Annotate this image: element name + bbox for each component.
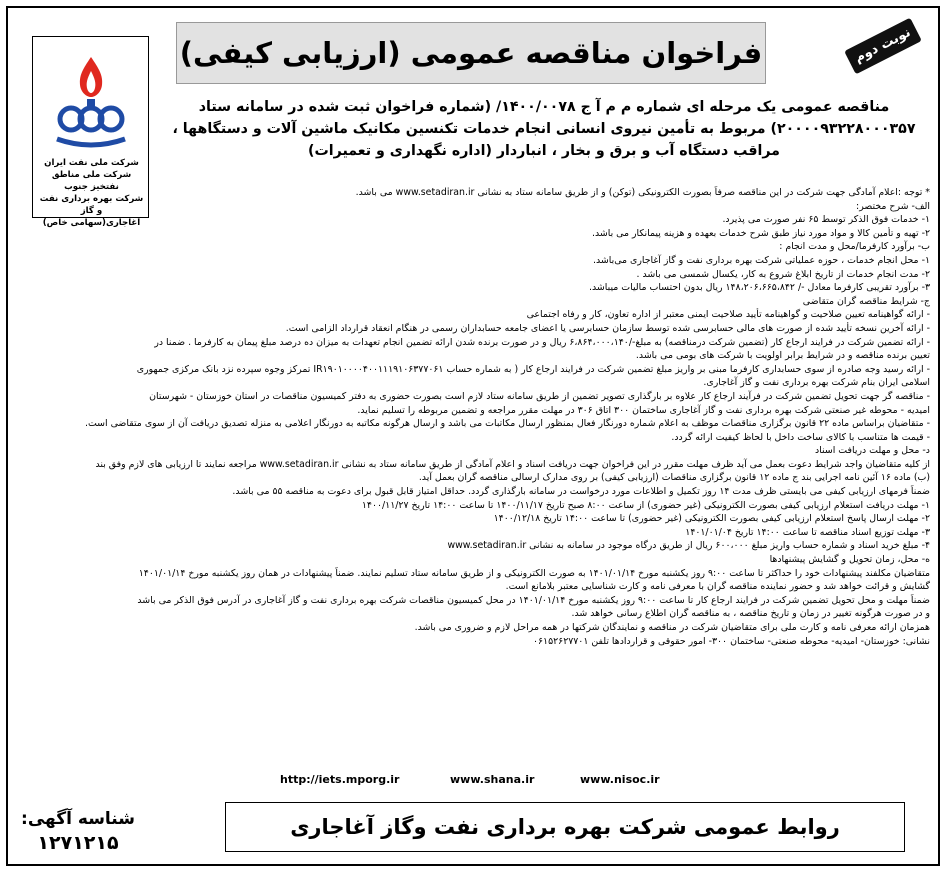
body-line: ضمناً مهلت و محل تحویل تضمین شرکت در فرایند ارجاع کار تا ساعت ۹:۰۰ روز یکشنبه مورخ ۱۴۰۱/۰۱/۱۴ در محل کمیسیون مناقصات شرکت بهره برداری نفت و گاز آغاجاری در آدرس فوق الذکر می باشد <box>137 594 930 606</box>
body-line: (ب) ماده ۱۶ آئین نامه اجرایی بند ج ماده ۱۲ قانون برگزاری مناقصات (ارزیابی کیفی) بر روی مدارک ارسالی مناقصه گران بعمل آید. <box>418 472 930 484</box>
body-line: - ارائه رسید وجه صادره از سوی حسابداری کارفرما مبنی بر واریز مبلغ تضمین شرکت در فرایند ارجاع کار ( به شماره حساب IR۱۹۰۱۰۰۰۰۴۰۰۱۱۱۹۱۰۶۳۷۷۰۶۱ تمرکز وجوه سپرده نزد بانک مرکزی جمهوری <box>136 363 930 375</box>
tender-body-text <box>18 186 930 648</box>
body-line: ۲- مهلت ارسال پاسخ استعلام ارزیابی کیفی بصورت الکترونیکی (غیر حضوری) تا ساعت ۱۴:۰۰ تاریخ ۱۴۰۰/۱۲/۱۸ <box>493 513 930 525</box>
body-line: گشایش و قرائت خواهد شد و حضور نماینده مناقصه گران با معرفی نامه و کارت شناسایی معتبر بلامانع است. <box>505 581 930 593</box>
body-line: ب- برآورد کارفرما/محل و مدت انجام : <box>779 241 930 253</box>
body-line: د- محل و مهلت دریافت اسناد <box>815 445 930 457</box>
body-line: تعیین برنده مناقصه و در شرایط برابر اولویت با شرکت های بومی می باشد. <box>635 350 930 362</box>
page-title: فراخوان مناقصه عمومی (ارزیابی کیفی) <box>179 36 763 70</box>
body-line: و در صورت هرگونه تغییر در زمان و تاریخ مناقصه ، به مناقصه گران اطلاع رسانی خواهد شد. <box>571 608 930 620</box>
body-line: ۲- مدت انجام خدمات از تاریخ ابلاغ شروع به کار، یکسال شمسی می باشد . <box>636 268 930 280</box>
body-line: ۳- مهلت توزیع اسناد مناقصه تا ساعت ۱۴:۰۰ تاریخ ۱۴۰۱/۰۱/۰۴ <box>685 526 930 538</box>
body-line: - قیمت ها متناسب با کالای ساخت داخل با لحاظ کیفیت ارائه گردد. <box>671 431 930 443</box>
public-relations-footer: روابط عمومی شرکت بهره برداری نفت وگاز آغاجاری <box>225 802 905 852</box>
body-line: امیدیه - محوطه غیر صنعتی شرکت بهره برداری نفت و گاز آغاجاری ساختمان ۳۰۰ اتاق ۳۰۶ در مهلت مقرر مراجعه و تضمین مربوطه را تسلیم نماید. <box>357 404 930 416</box>
ad-id-box <box>18 808 138 862</box>
body-line: از کلیه متقاضیان واجد شرایط دعوت بعمل می آید ظرف مهلت مقرر در این فراخوان جهت دریافت اسناد و اعلام آمادگی از طریق سامانه ستاد به نشانی www.setadiran.ir مراجعه نمایند تا ارزیابی های لازم وفق بند <box>95 458 930 470</box>
body-line: ۱- مهلت دریافت استعلام ارزیابی کیفی بصورت الکترونیکی (غیر حضوری) از ساعت ۸:۰۰ صبح تاریخ ۱۴۰۰/۱۱/۱۷ تا ساعت ۱۴:۰۰ تاریخ ۱۴۰۰/۱۱/۲۷ <box>361 499 930 511</box>
body-line: * توجه :اعلام آمادگی جهت شرکت در این مناقصه صرفاً بصورت الکترونیکی (توکن) و از طریق سامانه ستاد به نشانی www.setadiran.ir می باشد. <box>355 187 930 198</box>
body-line: الف- شرح مختصر: <box>856 200 930 212</box>
body-line: ۱- خدمات فوق الذکر توسط ۶۵ نفر صورت می پذیرد. <box>722 214 930 226</box>
nioc-logo-icon <box>53 53 129 153</box>
ad-id-value: ۱۲۷۱۲۱۵ <box>37 832 119 854</box>
body-line: همزمان ارائه معرفی نامه و کارت ملی برای متقاضیان شرکت در مناقصه و نمایندگان شرکتها در همه مراحل لازم و ضروری می باشد. <box>414 622 930 633</box>
body-line: ۱- محل انجام خدمات ، حوزه عملیاتی شرکت بهره برداری نفت و گاز آغاجاری می‌باشد. <box>592 254 930 266</box>
body-line: ۴- مبلغ خرید اسناد و شماره حساب واریز مبلغ ۶۰۰،۰۰۰ ریال از طریق درگاه موجود در سامانه به نشانی www.setadiran.ir <box>447 540 930 552</box>
ad-id-label: شناسه آگهی: <box>21 809 135 829</box>
company-name-caption: شرکت ملی نفت ایران شرکت ملی مناطق نفتخیز جنوب شرکت بهره برداری نفت و گاز آغاجاری(سهامی خاص) <box>39 158 144 228</box>
body-line: نشانی: خوزستان- امیدیه- محوطه صنعتی- ساختمان ۳۰۰- امور حقوقی و قراردادها تلفن ۰۶۱۵۲۶۲۷۷۰۱ <box>532 635 930 647</box>
second-round-badge: نوبت دوم <box>844 18 922 75</box>
body-line: - ارائه آخرین نسخه تأیید شده از صورت های مالی حسابرسی شده توسط سازمان حسابرسی یا اعضای جامعه حسابداران رسمی در هنگام انعقاد قرارداد الزامی است. <box>285 322 930 334</box>
title-banner <box>176 22 766 84</box>
body-line: متقاضیان مکلفند پیشنهادات خود را حداکثر تا ساعت ۹:۰۰ روز یکشنبه مورخ ۱۴۰۱/۰۱/۱۴ به صورت الکترونیکی و از طریق سامانه ستاد تسلیم نمایند. ضمناً پیشنهادات در همان روز یکشنبه مورخ ۱۴۰۱/۰۱/۱۴ <box>138 567 930 579</box>
body-line: - ارائه تضمین شرکت در فرایند ارجاع کار (تضمین شرکت درمناقصه) به مبلغ-/۶،۸۶۴،۰۰۰،۱۴۰ ریال و در صورت برنده شدن ارائه تضمین انجام تعهدات به میزان ده درصد مبلغ پیمان به کارفرما . ضمنا در <box>154 336 930 348</box>
contact-url-nisoc[interactable]: www.nisoc.ir <box>580 773 660 786</box>
body-line: - متقاضیان براساس ماده ۲۲ قانون برگزاری مناقصات موظف به اعلام شماره دورنگار فعال بمنظور ارسال مکاتبات می باشد و ارسال هرگونه مکاتبه به دورنگار اعلامی به منزله تصدیق دریافت آن از سوی متقاضی است. <box>84 418 930 430</box>
body-line: ج- شرایط مناقصه گران متقاضی <box>802 295 930 307</box>
tender-subject: مناقصه عمومی یک مرحله ای شماره م م آ ج ۱۴۰۰/۰۰۷۸/ (شماره فراخوان ثبت شده در سامانه ستاد ۲۰۰۰۰۹۳۲۲۸۰۰۰۳۵۷) مربوط به تأمین نیروی انسانی انجام خدمات تکنسین مکانیک ماشین آلات و دستگاهها ، مراقب دستگاه آب و برق و بخار ، انباردار (اداره نگهداری و تعمیرات) <box>172 99 916 159</box>
body-line: - ارائه گواهینامه تعیین صلاحیت و گواهینامه تأیید صلاحیت ایمنی معتبر از اداره تعاون، کار و رفاه اجتماعی <box>526 309 930 321</box>
body-line: ۳- برآورد تقریبی کارفرما معادل -/ ۱۴۸،۲۰۶،۶۶۵،۸۴۲ ریال بدون احتساب مالیات میباشد. <box>589 282 930 294</box>
body-line: ضمناً فرمهای ارزیابی کیفی می بایستی ظرف مدت ۱۴ روز تکمیل و اطلاعات مورد درخواست در سامانه بارگذاری گردد. حداقل امتیاز قابل قبول برای دعوت به مناقصه ۵۵ می باشد. <box>232 486 930 498</box>
body-line: اسلامی ایران بنام شرکت بهره برداری نفت و گاز آغاجاری. <box>703 377 930 389</box>
body-line: ۲- تهیه و تأمین کالا و مواد مورد نیاز طبق شرح خدمات بعهده و هزینه پیمانکار می باشد. <box>591 227 930 239</box>
contact-url-iets[interactable]: http://iets.mporg.ir <box>280 773 400 786</box>
body-line: - مناقصه گر جهت تحویل تضمین شرکت در فرآیند ارجاع کار علاوه بر بارگذاری تصویر تضمین از طریق سامانه ستاد لازم است بصورت حضوری به دفتر کمیسیون مناقصات در استان خوزستان - شهرستان <box>149 390 930 402</box>
body-line: ه- محل، زمان تحویل و گشایش پیشنهادها <box>769 554 930 566</box>
contact-url-shana[interactable]: www.shana.ir <box>450 773 535 786</box>
